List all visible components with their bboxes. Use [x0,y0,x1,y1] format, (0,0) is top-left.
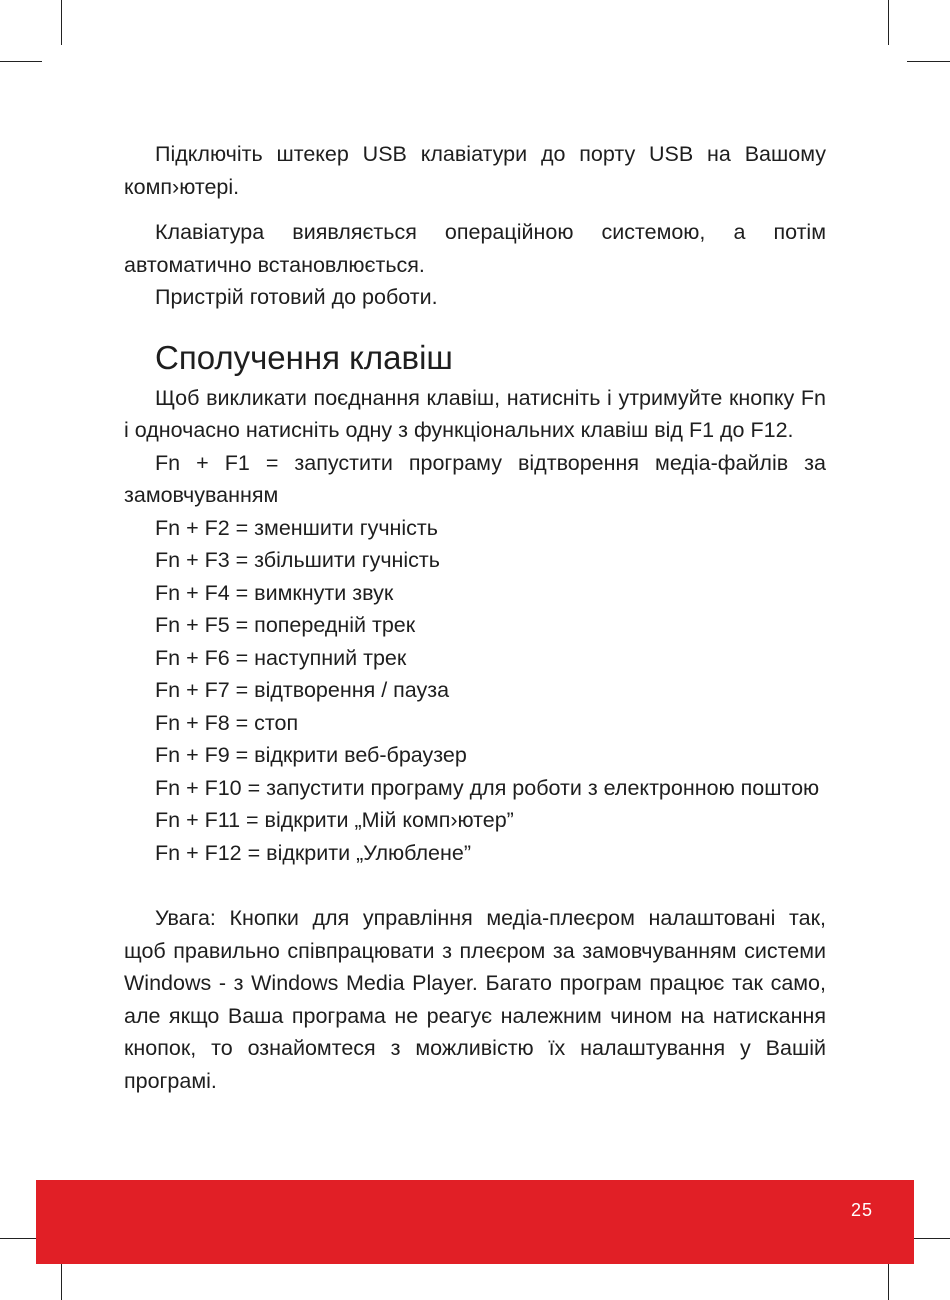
note-paragraph: Увага: Кнопки для управління медіа-плеєром налаштовані так, щоб правильно співпрацювати з плеєром за замовчуванням системи Windows - з Windows Media Player. Багато програм працює так само, але якщо Ваша програма не реагує належним чином на натискання кнопок, то ознайомтеся з можливістю їх налаштування у Вашій програмі. [124,906,826,1093]
crop-mark [61,0,62,45]
section-heading: Сполучення клавіш [155,338,453,376]
shortcut-item: Fn + F3 = збільшити гучність [155,548,440,572]
shortcut-item: Fn + F7 = відтворення / пауза [155,678,450,702]
section-lead: Щоб викликати поєднання клавіш, натисніть і утримуйте кнопку Fn і одночасно натисніть одну з функціональних клавіш від F1 до F12. [124,385,826,442]
shortcut-item: Fn + F8 = стоп [155,710,299,735]
crop-mark [0,61,42,62]
shortcut-item: Fn + F1 = запустити програму відтворення медіа-файлів за замовчуванням [124,450,826,507]
page-number: 25 [850,1200,873,1220]
shortcut-item: Fn + F11 = відкрити „Мій комп›ютер” [155,808,514,832]
intro-paragraph: Підключіть штекер USB клавіатури до порту USB на Вашому комп›ютері. [124,142,826,199]
intro-paragraph: Пристрій готовий до роботи. [155,285,438,309]
shortcut-item: Fn + F2 = зменшити гучність [155,515,438,540]
shortcut-list [124,447,826,870]
crop-mark [888,0,889,45]
shortcut-item: Fn + F12 = відкрити „Улюблене” [155,840,471,865]
shortcut-item: Fn + F6 = наступний трек [155,645,407,670]
intro-paragraph: Клавіатура виявляється операційною системою, а потім автоматично встановлюється. [124,220,826,277]
crop-mark [907,61,950,62]
spacer [124,869,826,902]
shortcut-item: Fn + F5 = попередній трек [155,613,416,637]
footer-bar [36,1180,914,1264]
shortcut-item: Fn + F4 = вимкнути звук [155,580,394,605]
shortcut-item: Fn + F10 = запустити програму для роботи з електронною поштою [155,775,820,800]
page-content [124,138,826,1097]
shortcut-item: Fn + F9 = відкрити веб-браузер [155,743,467,767]
